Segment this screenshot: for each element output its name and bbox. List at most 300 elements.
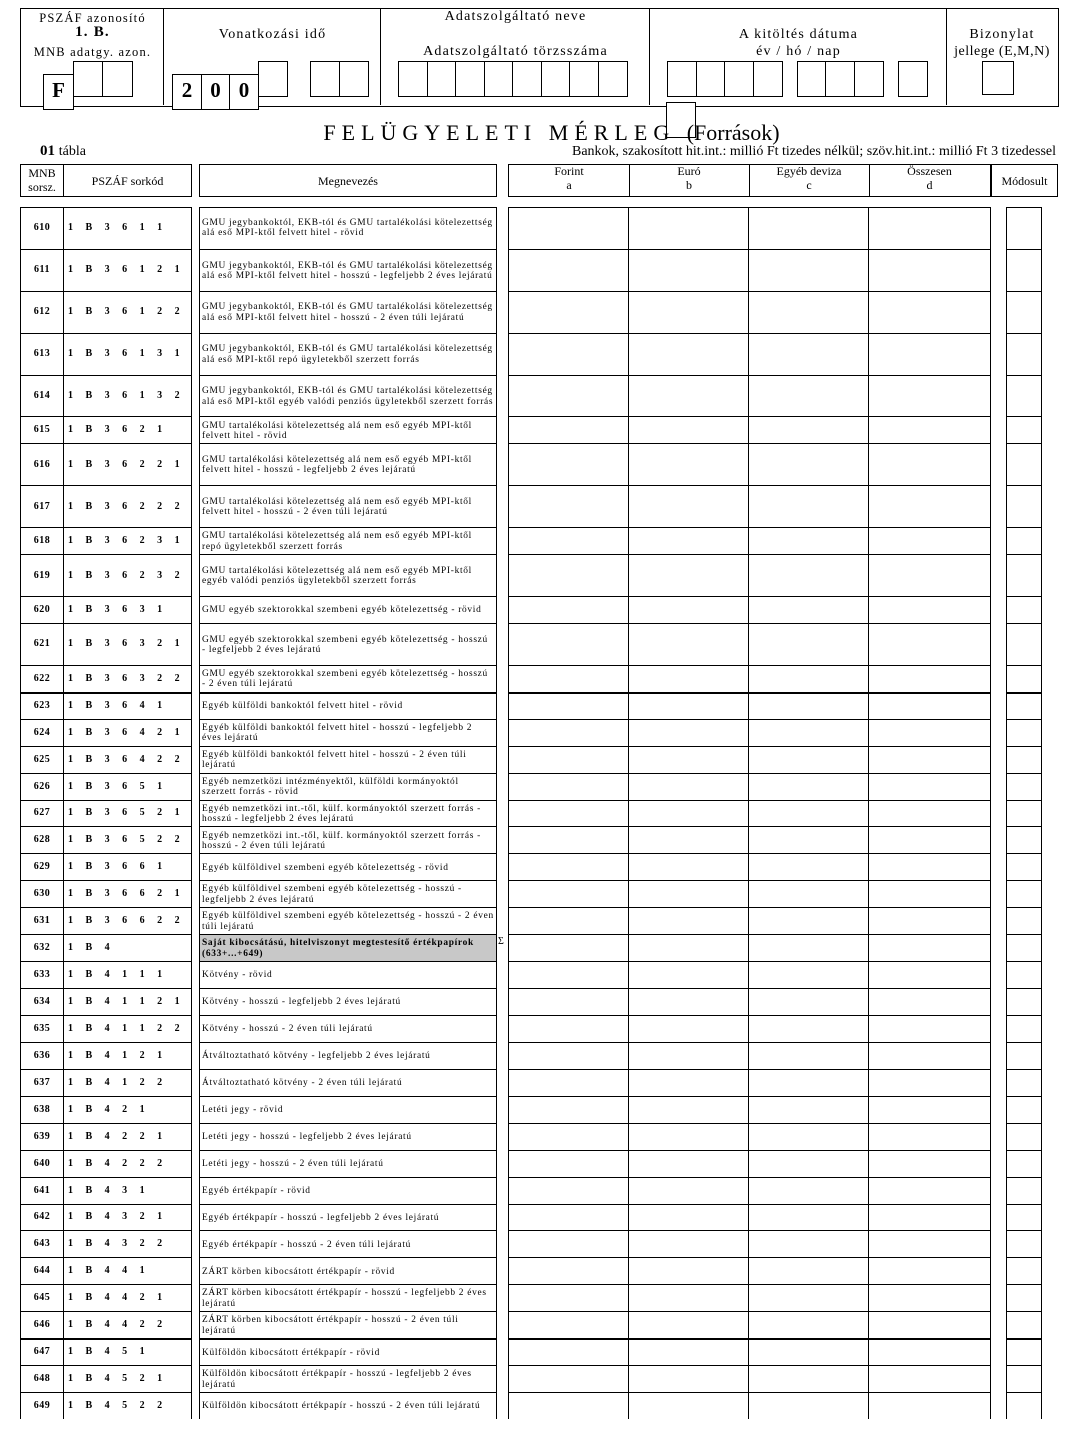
table-row [20, 1230, 1042, 1257]
value-cell-euro[interactable] [629, 208, 748, 249]
value-cell-total[interactable] [869, 208, 988, 249]
modified-cell[interactable] [1007, 1285, 1041, 1311]
modified-cell[interactable] [1007, 486, 1041, 527]
value-cell-forint[interactable] [509, 827, 628, 853]
value-cell-euro[interactable] [629, 250, 748, 291]
value-cell-other-currency[interactable] [749, 1151, 868, 1177]
value-cell-total[interactable] [869, 881, 988, 907]
value-cell-other-currency[interactable] [749, 1043, 868, 1069]
value-cell-forint[interactable] [509, 486, 628, 527]
value-cell-total[interactable] [869, 1258, 988, 1284]
table-number-word: tábla [58, 144, 86, 159]
value-cell-total[interactable] [869, 624, 988, 665]
value-cell-total[interactable] [869, 854, 988, 880]
value-cell-total[interactable] [869, 292, 988, 333]
value-cell-total[interactable] [869, 1178, 988, 1204]
table-number [40, 143, 86, 160]
modified-cell[interactable] [1007, 250, 1041, 291]
value-cell-forint[interactable] [509, 1124, 628, 1150]
value-cell-other-currency[interactable] [749, 747, 868, 773]
row-pszaf-code: 1 B 3 6 6 1 [68, 861, 168, 873]
table-row [20, 207, 1042, 249]
value-cell-other-currency[interactable] [749, 376, 868, 417]
id-cell[interactable] [102, 61, 133, 97]
col-header-a-label: Forint [554, 163, 584, 178]
form-title-main: FELÜGYELETI MÉRLEG [323, 120, 676, 145]
value-cell-other-currency[interactable] [749, 908, 868, 934]
row-pszaf-code: 1 B 4 1 2 2 [68, 1076, 168, 1088]
table-row [20, 623, 1042, 665]
modified-cell[interactable] [1007, 774, 1041, 800]
value-cell-total[interactable] [869, 417, 988, 443]
value-cell-forint[interactable] [509, 1285, 628, 1311]
value-cell-euro[interactable] [629, 1285, 748, 1311]
modified-cell[interactable] [1007, 989, 1041, 1015]
modified-cell[interactable] [1007, 417, 1041, 443]
value-cell-forint[interactable] [509, 1312, 628, 1338]
value-cell-forint[interactable] [509, 935, 628, 961]
value-cell-forint[interactable] [509, 624, 628, 665]
value-cell-forint[interactable] [509, 597, 628, 623]
value-cell-other-currency[interactable] [749, 1366, 868, 1392]
value-cell-forint[interactable] [509, 555, 628, 596]
value-cell-other-currency[interactable] [749, 486, 868, 527]
value-cell-euro[interactable] [629, 555, 748, 596]
value-cell-total[interactable] [869, 801, 988, 827]
value-cell-euro[interactable] [629, 376, 748, 417]
value-cell-other-currency[interactable] [749, 854, 868, 880]
value-cell-total[interactable] [869, 1070, 988, 1096]
modified-cell[interactable] [1007, 881, 1041, 907]
value-cell-other-currency[interactable] [749, 444, 868, 485]
col-header-mnb [20, 164, 64, 197]
row-mnb-number: 648 [33, 1373, 51, 1385]
value-cell-other-currency[interactable] [749, 1285, 868, 1311]
table-row [20, 1069, 1042, 1096]
modified-cell[interactable] [1007, 292, 1041, 333]
row-mnb-number: 635 [33, 1022, 51, 1034]
value-cell-total[interactable] [869, 1097, 988, 1123]
value-cell-total[interactable] [869, 747, 988, 773]
value-cell-forint[interactable] [509, 444, 628, 485]
value-cell-forint[interactable] [509, 1258, 628, 1284]
table-row [20, 853, 1042, 880]
row-mnb-number: 632 [33, 942, 51, 954]
value-cell-euro[interactable] [629, 1043, 748, 1069]
value-cell-total[interactable] [869, 1312, 988, 1338]
row-mnb-number: 622 [33, 672, 51, 684]
value-cell-other-currency[interactable] [749, 1097, 868, 1123]
value-cell-other-currency[interactable] [749, 989, 868, 1015]
value-cell-other-currency[interactable] [749, 774, 868, 800]
row-pszaf-code: 1 B 3 6 1 2 2 [68, 306, 185, 318]
pszaf-value: 1. B. [75, 24, 110, 40]
row-pszaf-code: 1 B 4 5 2 2 [68, 1400, 168, 1412]
value-cell-forint[interactable] [509, 528, 628, 554]
modified-cell[interactable] [1007, 208, 1041, 249]
value-cell-forint[interactable] [509, 417, 628, 443]
row-mnb-number: 628 [33, 834, 51, 846]
value-cell-total[interactable] [869, 1205, 988, 1231]
table-row [20, 1257, 1042, 1284]
value-cell-euro[interactable] [629, 528, 748, 554]
value-cell-euro[interactable] [629, 1151, 748, 1177]
value-cell-other-currency[interactable] [749, 208, 868, 249]
row-description: ZÁRT körben kibocsátott értékpapír - hosszú - 2 éven túli lejáratú [202, 1315, 459, 1336]
col-header-name-label: Megnevezés [318, 173, 378, 188]
value-cell-euro[interactable] [629, 962, 748, 988]
value-cell-forint[interactable] [509, 1070, 628, 1096]
value-cell-other-currency[interactable] [749, 1205, 868, 1231]
value-cell-other-currency[interactable] [749, 935, 868, 961]
modified-cell[interactable] [1007, 801, 1041, 827]
value-cell-total[interactable] [869, 376, 988, 417]
value-cell-other-currency[interactable] [749, 881, 868, 907]
value-cell-forint[interactable] [509, 208, 628, 249]
value-cell-euro[interactable] [629, 693, 748, 719]
value-cell-euro[interactable] [629, 1178, 748, 1204]
value-cell-forint[interactable] [509, 989, 628, 1015]
modified-cell[interactable] [1007, 1151, 1041, 1177]
value-cell-total[interactable] [869, 1339, 988, 1365]
value-cell-total[interactable] [869, 597, 988, 623]
value-cell-euro[interactable] [629, 292, 748, 333]
row-description: Egyéb külföldivel szembeni egyéb kötelezettség - hosszú - 2 éven túli lejáratú [202, 911, 494, 932]
table-row [20, 1311, 1042, 1338]
modified-cell[interactable] [1007, 908, 1041, 934]
reg-cell[interactable] [569, 61, 599, 97]
value-cell-euro[interactable] [629, 908, 748, 934]
row-mnb-number: 630 [33, 888, 51, 900]
value-cell-other-currency[interactable] [749, 417, 868, 443]
value-cell-euro[interactable] [629, 1366, 748, 1392]
value-cell-forint[interactable] [509, 908, 628, 934]
value-cell-forint[interactable] [509, 1016, 628, 1042]
value-cell-other-currency[interactable] [749, 1258, 868, 1284]
date-cell[interactable] [724, 61, 754, 97]
value-cell-euro[interactable] [629, 597, 748, 623]
value-cell-forint[interactable] [509, 1205, 628, 1231]
reg-cell[interactable] [484, 61, 514, 97]
value-cell-euro[interactable] [629, 486, 748, 527]
value-cell-euro[interactable] [629, 1016, 748, 1042]
value-cell-other-currency[interactable] [749, 528, 868, 554]
value-cell-other-currency[interactable] [749, 666, 868, 692]
value-cell-euro[interactable] [629, 334, 748, 375]
value-cell-forint[interactable] [509, 1393, 628, 1419]
modified-cell[interactable] [1007, 827, 1041, 853]
row-pszaf-code: 1 B 3 6 2 2 2 [68, 500, 185, 512]
row-description: GMU tartalékolási kötelezettség alá nem eső egyéb MPI-ktől egyéb valódi penziós ügyletekből szerzett forrás [202, 565, 472, 587]
value-cell-total[interactable] [869, 1124, 988, 1150]
value-cell-euro[interactable] [629, 827, 748, 853]
value-cell-total[interactable] [869, 1151, 988, 1177]
row-mnb-number: 613 [33, 348, 51, 360]
value-cell-other-currency[interactable] [749, 720, 868, 746]
value-cell-forint[interactable] [509, 720, 628, 746]
value-cell-other-currency[interactable] [749, 827, 868, 853]
value-cell-other-currency[interactable] [749, 1070, 868, 1096]
value-cell-euro[interactable] [629, 1339, 748, 1365]
reg-cell[interactable] [427, 61, 457, 97]
table-row [20, 1284, 1042, 1311]
row-mnb-number: 637 [33, 1076, 51, 1088]
value-cell-total[interactable] [869, 962, 988, 988]
col-header-a [509, 164, 630, 197]
modified-cell[interactable] [1007, 444, 1041, 485]
value-cell-forint[interactable] [509, 774, 628, 800]
table-row [20, 554, 1042, 596]
value-cell-euro[interactable] [629, 989, 748, 1015]
value-cell-total[interactable] [869, 989, 988, 1015]
modified-cell[interactable] [1007, 555, 1041, 596]
value-cell-euro[interactable] [629, 1231, 748, 1257]
modified-cell[interactable] [1007, 747, 1041, 773]
value-cell-euro[interactable] [629, 935, 748, 961]
col-header-pszaf-label: PSZÁF sorkód [91, 173, 164, 188]
row-mnb-number: 638 [33, 1103, 51, 1115]
value-cell-euro[interactable] [629, 1258, 748, 1284]
col-header-b [629, 164, 750, 197]
value-cell-euro[interactable] [629, 1393, 748, 1419]
value-cell-total[interactable] [869, 908, 988, 934]
modified-cell[interactable] [1007, 624, 1041, 665]
date-cell[interactable] [898, 61, 928, 97]
value-cell-other-currency[interactable] [749, 1016, 868, 1042]
year-cell[interactable] [258, 61, 288, 97]
table-row [20, 800, 1042, 827]
value-cell-forint[interactable] [509, 1366, 628, 1392]
month-cell[interactable] [339, 61, 369, 97]
value-cell-other-currency[interactable] [749, 597, 868, 623]
period-section [164, 9, 381, 105]
value-cell-euro[interactable] [629, 417, 748, 443]
modified-cell[interactable] [1007, 1339, 1041, 1365]
value-cell-other-currency[interactable] [749, 962, 868, 988]
row-description: Egyéb külföldivel szembeni egyéb kötelezettség - rövid [202, 862, 449, 873]
value-cell-forint[interactable] [509, 376, 628, 417]
row-mnb-number: 639 [33, 1130, 51, 1142]
value-cell-forint[interactable] [509, 962, 628, 988]
date-cell[interactable] [854, 61, 884, 97]
form-title-sub: (Források) [686, 120, 780, 145]
value-cell-other-currency[interactable] [749, 693, 868, 719]
value-cell-forint[interactable] [509, 801, 628, 827]
modified-cell[interactable] [1007, 1070, 1041, 1096]
value-cell-forint[interactable] [509, 1097, 628, 1123]
modified-cell[interactable] [1007, 1258, 1041, 1284]
value-cell-total[interactable] [869, 528, 988, 554]
value-cell-total[interactable] [869, 693, 988, 719]
row-mnb-number: 612 [33, 306, 51, 318]
table-row [20, 1123, 1042, 1150]
value-cell-forint[interactable] [509, 1151, 628, 1177]
year-cell[interactable]: 0 [201, 74, 231, 110]
value-cell-forint[interactable] [509, 693, 628, 719]
reg-cell[interactable] [512, 61, 542, 97]
table-row [20, 443, 1042, 485]
row-description: Külföldön kibocsátott értékpapír - rövid [202, 1347, 380, 1358]
value-cell-euro[interactable] [629, 1124, 748, 1150]
reg-cells [398, 61, 628, 102]
value-cell-other-currency[interactable] [749, 1339, 868, 1365]
value-cell-euro[interactable] [629, 881, 748, 907]
value-cell-total[interactable] [869, 334, 988, 375]
value-cell-other-currency[interactable] [749, 250, 868, 291]
value-cell-euro[interactable] [629, 666, 748, 692]
doc-type-input[interactable] [982, 61, 1014, 95]
month-cell[interactable] [310, 61, 340, 97]
modified-cell[interactable] [1007, 1231, 1041, 1257]
value-cell-euro[interactable] [629, 720, 748, 746]
value-cell-other-currency[interactable] [749, 624, 868, 665]
value-cell-total[interactable] [869, 827, 988, 853]
value-cell-total[interactable] [869, 720, 988, 746]
id-cell[interactable]: F [43, 74, 74, 110]
year-cell[interactable]: 0 [229, 74, 259, 110]
table-row [20, 1177, 1042, 1204]
value-cell-total[interactable] [869, 1231, 988, 1257]
value-cell-total[interactable] [869, 486, 988, 527]
modified-cell[interactable] [1007, 693, 1041, 719]
value-cell-forint[interactable] [509, 1043, 628, 1069]
id-cell[interactable] [73, 61, 104, 97]
row-pszaf-code: 1 B 3 6 5 2 1 [68, 807, 185, 819]
value-cell-other-currency[interactable] [749, 1393, 868, 1419]
date-cell[interactable] [667, 61, 697, 97]
row-pszaf-code: 1 B 4 5 2 1 [68, 1373, 168, 1385]
modified-cell[interactable] [1007, 1393, 1041, 1419]
modified-cell[interactable] [1007, 1097, 1041, 1123]
value-cell-total[interactable] [869, 555, 988, 596]
row-description: Átváltoztatható kötvény - 2 éven túli lejáratú [202, 1078, 403, 1089]
value-cell-other-currency[interactable] [749, 1178, 868, 1204]
row-mnb-number: 646 [33, 1319, 51, 1331]
value-cell-euro[interactable] [629, 747, 748, 773]
row-description: GMU tartalékolási kötelezettség alá nem eső egyéb MPI-ktől felvett hitel - hosszú - 2 éven túli lejáratú [202, 496, 472, 518]
modified-cell[interactable] [1007, 666, 1041, 692]
value-cell-forint[interactable] [509, 1231, 628, 1257]
row-pszaf-code: 1 B 3 6 3 2 2 [68, 672, 185, 684]
table-row [20, 1392, 1042, 1419]
year-cell[interactable]: 2 [172, 74, 202, 110]
row-description: GMU jegybankoktól, EKB-tól és GMU tartalékolási kötelezettség alá eső MPI-ktől felvett hitel - hosszú - legfeljebb 2 éves lejáratú [202, 260, 493, 281]
modified-cell[interactable] [1007, 376, 1041, 417]
table-row [20, 1338, 1042, 1365]
value-cell-other-currency[interactable] [749, 555, 868, 596]
value-cell-euro[interactable] [629, 444, 748, 485]
value-cell-total[interactable] [869, 1393, 988, 1419]
value-cell-total[interactable] [869, 666, 988, 692]
row-description: GMU jegybankoktól, EKB-tól és GMU tartalékolási kötelezettség alá eső MPI-ktől repó ügyletekből szerzett forrás [202, 344, 493, 365]
value-cell-forint[interactable] [509, 1178, 628, 1204]
value-cell-forint[interactable] [509, 292, 628, 333]
date-cell[interactable] [797, 61, 827, 97]
value-cell-other-currency[interactable] [749, 1124, 868, 1150]
value-cell-total[interactable] [869, 1043, 988, 1069]
form-header [20, 8, 1059, 107]
value-cell-forint[interactable] [509, 334, 628, 375]
modified-cell[interactable] [1007, 720, 1041, 746]
value-cell-euro[interactable] [629, 801, 748, 827]
modified-cell[interactable] [1007, 962, 1041, 988]
value-cell-total[interactable] [869, 250, 988, 291]
table-row [20, 880, 1042, 907]
value-cell-other-currency[interactable] [749, 1231, 868, 1257]
value-cell-euro[interactable] [629, 1205, 748, 1231]
date-cell[interactable] [825, 61, 855, 97]
value-cell-forint[interactable] [509, 250, 628, 291]
value-cell-total[interactable] [869, 1366, 988, 1392]
reg-cell[interactable] [398, 61, 428, 97]
modified-cell[interactable] [1007, 1366, 1041, 1392]
modified-cell[interactable] [1007, 1124, 1041, 1150]
row-mnb-number: 621 [33, 638, 51, 650]
value-cell-forint[interactable] [509, 854, 628, 880]
value-cell-other-currency[interactable] [749, 292, 868, 333]
value-cell-total[interactable] [869, 774, 988, 800]
value-cell-forint[interactable] [509, 881, 628, 907]
value-cell-euro[interactable] [629, 774, 748, 800]
value-cell-total[interactable] [869, 935, 988, 961]
value-cell-forint[interactable] [509, 666, 628, 692]
date-cell[interactable] [696, 61, 726, 97]
value-cell-euro[interactable] [629, 624, 748, 665]
modified-cell[interactable] [1007, 1043, 1041, 1069]
value-cell-forint[interactable] [509, 1339, 628, 1365]
row-mnb-number: 611 [34, 264, 50, 276]
reg-cell[interactable] [455, 61, 485, 97]
value-cell-total[interactable] [869, 1016, 988, 1042]
modified-cell[interactable] [1007, 1178, 1041, 1204]
modified-cell[interactable] [1007, 334, 1041, 375]
modified-cell[interactable] [1007, 1312, 1041, 1338]
reg-cell[interactable] [541, 61, 571, 97]
pszaf-section [21, 9, 164, 105]
modified-cell[interactable] [1007, 528, 1041, 554]
row-description: ZÁRT körben kibocsátott értékpapír - rövid [202, 1266, 395, 1277]
table-row [20, 249, 1042, 291]
value-cell-euro[interactable] [629, 1312, 748, 1338]
table-row [20, 1204, 1042, 1231]
value-cell-euro[interactable] [629, 854, 748, 880]
value-cell-other-currency[interactable] [749, 1312, 868, 1338]
row-mnb-number: 633 [33, 969, 51, 981]
table-row [20, 907, 1042, 934]
modified-cell[interactable] [1007, 1205, 1041, 1231]
value-cell-total[interactable] [869, 1285, 988, 1311]
doc-type-section [947, 9, 1057, 105]
modified-cell[interactable] [1007, 935, 1041, 961]
date-cell[interactable] [753, 61, 783, 97]
value-cell-other-currency[interactable] [749, 334, 868, 375]
row-description: GMU egyéb szektorokkal szembeni egyéb kötelezettség - rövid [202, 605, 482, 616]
value-cell-forint[interactable] [509, 747, 628, 773]
reg-cell[interactable] [598, 61, 628, 97]
value-cell-euro[interactable] [629, 1070, 748, 1096]
table-row [20, 692, 1042, 719]
value-cell-total[interactable] [869, 444, 988, 485]
row-pszaf-code: 1 B 4 1 2 1 [68, 1049, 168, 1061]
modified-cell[interactable] [1007, 597, 1041, 623]
value-cell-other-currency[interactable] [749, 801, 868, 827]
row-pszaf-code: 1 B 3 6 2 3 1 [68, 535, 185, 547]
modified-cell[interactable] [1007, 854, 1041, 880]
modified-cell[interactable] [1007, 1016, 1041, 1042]
provider-name-label: Adatszolgáltató neve [444, 9, 587, 24]
col-header-modified [991, 164, 1058, 197]
value-cell-euro[interactable] [629, 1097, 748, 1123]
